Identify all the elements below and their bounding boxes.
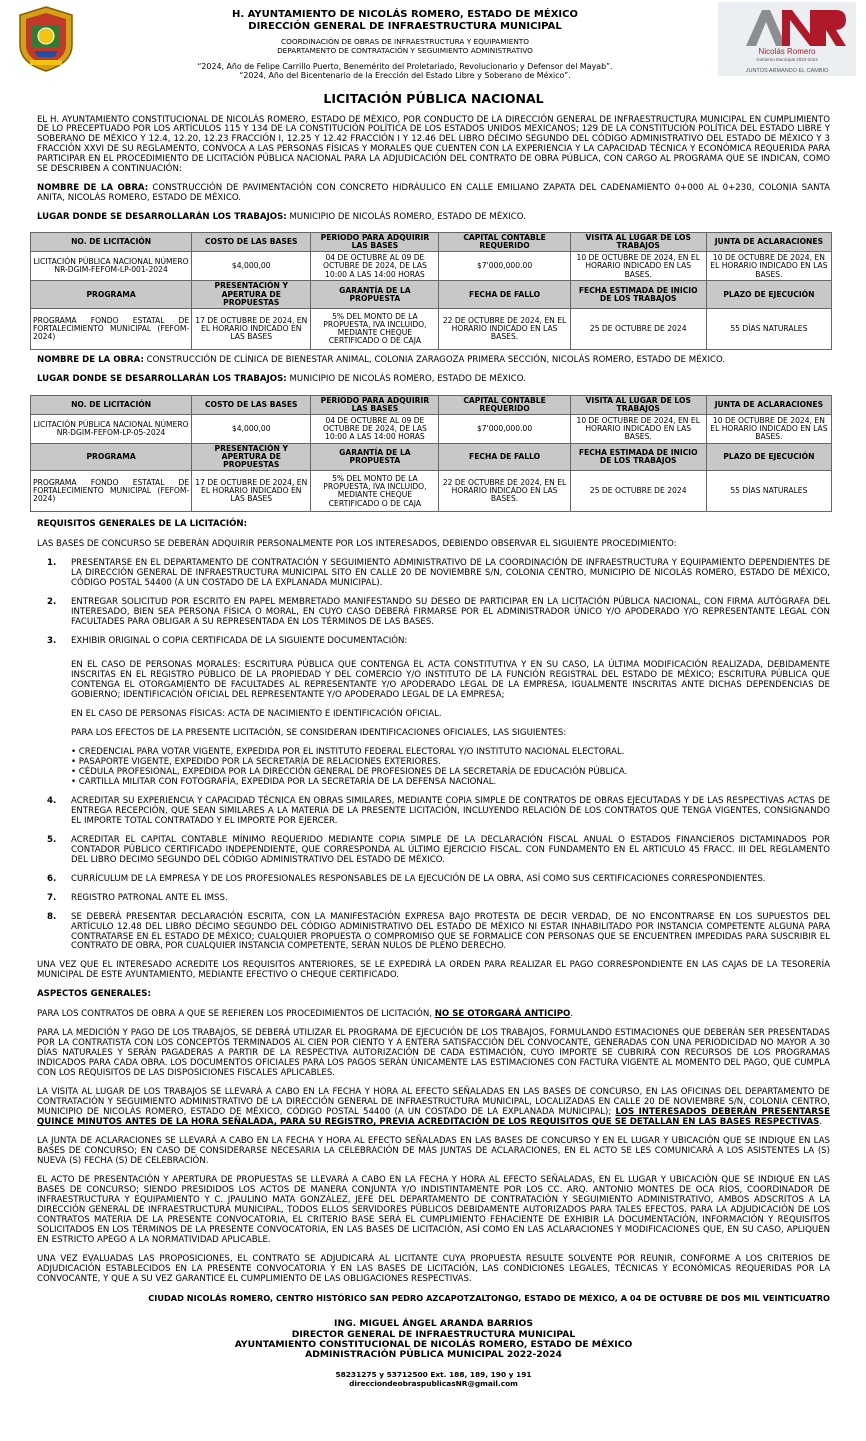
table-header: PRESENTACIÓN Y APERTURA DE PROPUESTAS: [192, 444, 311, 471]
table-header: FECHA DE FALLO: [439, 281, 570, 308]
list-item: [37, 559, 830, 589]
table-row: [31, 471, 832, 512]
table-cell: LICITACIÓN PÚBLICA NACIONAL NÚMERO NR-DGIM-FEFOM-LP-05-2024: [31, 415, 192, 444]
signer-role: DIRECTOR GENERAL DE INFRAESTRUCTURA MUNICIPAL: [291, 1328, 576, 1340]
work-name-label: NOMBRE DE LA OBRA:: [37, 183, 149, 194]
table-header-row: [31, 444, 832, 471]
list-item: [37, 598, 830, 628]
table-row: [31, 252, 832, 281]
city-date: CIUDAD NICOLÁS ROMERO, CENTRO HISTÓRICO SAN PEDRO AZCAPOTZALTONGO, ESTADO DE MÉXICO, A 04 DE OCTUBRE DE DOS MIL VEINTICUATRO: [148, 1292, 830, 1303]
table-header: GARANTÍA DE LA PROPUESTA: [311, 281, 439, 308]
clarifications-paragraph: LA JUNTA DE ACLARACIONES SE LLEVARÁ A CABO EN LA FECHA Y HORA AL EFECTO SEÑALADAS EN LAS BASES DE CONCURSO Y EN EL LUGAR Y UBICACIÓN QUE SE INDIQUE EN LAS BASES DE CONCURSO; EN CASO DE CONSIDERARSE NECESARIA LA CELEBRACIÓN DE MÁS JUNTAS DE ACLARACIONES, EN EL ACTO SE LES COMUNICARÁ A LOS ASISTENTES LA (S) NUEVA (S) FECHA (S) DE CELEBRACIÓN.: [37, 1136, 830, 1166]
contact-phones: 58231275 y 53712500 Ext. 188, 189, 190 y 191: [335, 1369, 532, 1379]
list-number: 7.: [47, 892, 57, 903]
logo-period-text: Gobierno Municipal 2022-2024: [756, 57, 818, 62]
table-header: CAPITAL CONTABLE REQUERIDO: [439, 233, 570, 252]
table-header: NO. DE LICITACIÓN: [31, 395, 192, 414]
list-number: 6.: [47, 873, 57, 884]
list-text: EXHIBIR ORIGINAL O COPIA CERTIFICADA DE LA SIGUIENTE DOCUMENTACIÓN:: [71, 636, 408, 647]
table-header: FECHA DE FALLO: [439, 444, 570, 471]
list-text: SE DEBERÁ PRESENTAR DECLARACIÓN ESCRITA, CON LA MANIFESTACIÓN EXPRESA BAJO PROTESTA DE DECIR VERDAD, DE NO ENCONTRARSE EN LOS SUPUESTOS DEL ARTÍCULO 12.48 DEL LIBRO DÉCIMO SEGUNDO DEL CÓDIGO ADMINISTRATIVO DEL ESTADO DE MÉXICO NI ESTAR INHABILITADO POR INSTANCIA COMPETENTE ALGUNA PARA CONTRATARSE EN EL ESTADO DE MÉXICO; CUALQUIER PROPUESTA O COMPROMISO QUE SE FORMALICE CON PERSONAS QUE SE ENCUENTREN IMPEDIDAS PARA SUSCRIBIR EL CONTRATO DE OBRA, POR CUALQUIER INSTANCIA COMPETENTE, SERÁN NULOS DE PLENO DERECHO.: [71, 911, 830, 952]
signature-block: [37, 1319, 830, 1361]
table-cell: 25 DE OCTUBRE DE 2024: [570, 308, 706, 349]
work-name-2: [37, 356, 830, 366]
table-cell: PROGRAMA FONDO ESTATAL DE FORTALECIMIENTO MUNICIPAL (FEFOM-2024): [31, 471, 192, 512]
list-text: ENTREGAR SOLICITUD POR ESCRITO EN PAPEL MEMBRETADO MANIFESTANDO SU DESEO DE PARTICIPAR EN LA LICITACIÓN PÚBLICA NACIONAL, CON FIRMA AUTÓGRAFA DEL INTERESADO, BIEN SEA PERSONA FÍSICA O MORAL, EN CUYO CASO DEBERÁ FIRMARSE POR EL ADMINISTRADOR ÚNICO Y/O APODERADO Y/O REPRESENTANTE LEGAL CON FACULTADES PARA OBLIGAR A SU REPRESENTADA EN LOS TÉRMINOS DE LAS BASES.: [71, 597, 830, 628]
table-header: GARANTÍA DE LA PROPUESTA: [311, 444, 439, 471]
work-place-value: MUNICIPIO DE NICOLÁS ROMERO, ESTADO DE MÉXICO.: [289, 373, 526, 384]
no-advance-paragraph: PARA LOS CONTRATOS DE OBRA A QUE SE REFIEREN LOS PROCEDIMIENTOS DE LICITACIÓN, NO SE OTORGARÁ ANTICIPO.: [37, 1009, 574, 1020]
table-cell: PROGRAMA FONDO ESTATAL DE FORTALECIMIENTO MUNICIPAL (FEFOM-2024): [31, 308, 192, 349]
table-header: CAPITAL CONTABLE REQUERIDO: [439, 395, 570, 414]
table-cell: $7'000,000.00: [439, 415, 570, 444]
table-cell: 10 DE OCTUBRE DE 2024, EN EL HORARIO INDICADO EN LAS BASES.: [570, 252, 706, 281]
work-place-label: LUGAR DONDE SE DESARROLLARÁN LOS TRABAJOS:: [37, 373, 287, 384]
letterhead: [0, 0, 866, 86]
table-header: JUNTA DE ACLARACIONES: [706, 233, 831, 252]
list-number: 1.: [47, 558, 57, 569]
table-header: PLAZO DE EJECUCIÓN: [706, 444, 831, 471]
list-item: [37, 894, 830, 904]
table-header: FECHA ESTIMADA DE INICIO DE LOS TRABAJOS: [570, 281, 706, 308]
payment-paragraph: PARA LA MEDICIÓN Y PAGO DE LOS TRABAJOS, SE DEBERÁ UTILIZAR EL PROGRAMA DE EJECUCIÓN DE LOS TRABAJOS, FORMULANDO ESTIMACIONES QUE DEBERÁN SER PRESENTADAS POR LA CONTRATISTA CON LOS CONCEPTOS TERMINADOS AL CIEN POR CIENTO Y A ENTERA SATISFACCIÓN DEL CONVOCANTE, GENERADAS CON UNA PERIODICIDAD NO MAYOR A 30 DÍAS NATURALES Y SERÁN PAGADERAS A PARTIR DE LA RESPECTIVA AUTORIZACIÓN DE CADA ESTIMACIÓN, CUYO IMPORTE SE CUBRIRÁ CON RECURSOS DE LOS PROGRAMAS INDICADOS PARA CADA OBRA. LOS DOCUMENTOS OFICIALES PARA LOS PAGOS SERÁN ÚNICAMENTE LAS ESTIMACIONES CON FACTURA VIGENTE AL MOMENTO DEL PAGO, QUE CUMPLA CON LOS REQUISITOS DE LAS DISPOSICIONES FISCALES APLICABLES.: [37, 1028, 830, 1079]
fisicas-text: EN EL CASO DE PERSONAS FÍSICAS: ACTA DE NACIMIENTO E IDENTIFICACIÓN OFICIAL.: [71, 709, 442, 719]
table-cell: LICITACIÓN PÚBLICA NACIONAL NÚMERO NR-DGIM-FEFOM-LP-001-2024: [31, 252, 192, 281]
list-item: [37, 836, 830, 866]
list-item: • CREDENCIAL PARA VOTAR VIGENTE, EXPEDIDA POR EL INSTITUTO FEDERAL ELECTORAL Y/O INSTITUTO NACIONAL ELECTORAL.: [71, 746, 625, 757]
table-cell: 22 DE OCTUBRE DE 2024, EN EL HORARIO INDICADO EN LAS BASES.: [439, 308, 570, 349]
work-name-value: CONSTRUCCIÓN DE CLÍNICA DE BIENESTAR ANIMAL, COLONIA ZARAGOZA PRIMERA SECCIÓN, NICOLÁS ROMERO, ESTADO DE MÉXICO.: [146, 354, 726, 365]
table-cell: 10 DE OCTUBRE DE 2024, EN EL HORARIO INDICADO EN LAS BASES.: [706, 415, 831, 444]
table-cell: 17 DE OCTUBRE DE 2024, EN EL HORARIO INDICADO EN LAS BASES: [192, 308, 311, 349]
id-list: [71, 748, 830, 788]
municipal-seal-icon: [16, 5, 76, 73]
table-cell: 5% DEL MONTO DE LA PROPUESTA, IVA INCLUIDO, MEDIANTE CHEQUE CERTIFICADO O DE CAJA: [311, 471, 439, 512]
table-header: PROGRAMA: [31, 444, 192, 471]
list-text: PRESENTARSE EN EL DEPARTAMENTO DE CONTRATACIÓN Y SEGUIMIENTO ADMINISTRATIVO DE LA COORDINACIÓN DE INFRAESTRUCTURA Y EQUIPAMIENTO DEPENDIENTES DE LA DIRECCIÓN GENERAL DE INFRAESTRUCTURA MUNICIPAL SITO EN CALLE 20 DE NOVIEMBRE S/N, COLONIA CENTRO, MUNICIPIO DE NICOLÁS ROMERO, ESTADO DE MÉXICO, CÓDIGO POSTAL 54400 (A UN COSTADO DE LA EXPLANADA MUNICIPAL).: [71, 558, 830, 589]
document-title: LICITACIÓN PÚBLICA NACIONAL: [323, 91, 544, 106]
requirements-heading: REQUISITOS GENERALES DE LA LICITACIÓN:: [37, 519, 248, 530]
list-number: 2.: [47, 597, 57, 608]
work-place-1: [37, 213, 830, 223]
work-place-2: [37, 375, 830, 385]
list-item: • CÉDULA PROFESIONAL, EXPEDIDA POR LA DIRECCIÓN GENERAL DE PROFESIONES DE LA SECRETARÍA DE EDUCACIÓN PÚBLICA.: [71, 766, 628, 777]
table-cell: 10 DE OCTUBRE DE 2024, EN EL HORARIO INDICADO EN LAS BASES.: [570, 415, 706, 444]
table-header: JUNTA DE ACLARACIONES: [706, 395, 831, 414]
requirements-list: [37, 559, 830, 952]
logo-name-text: Nicolás Romero: [758, 47, 816, 56]
contact-email: direcciondeobraspublicasNR@gmail.com: [349, 1378, 518, 1388]
table-cell: 5% DEL MONTO DE LA PROPUESTA, IVA INCLUIDO, MEDIANTE CHEQUE CERTIFICADO O DE CAJA: [311, 308, 439, 349]
list-text: ACREDITAR EL CAPITAL CONTABLE MÍNIMO REQUERIDO MEDIANTE COPIA SIMPLE DE LA DECLARACIÓN FISCAL ANUAL O ESTADOS FINANCIEROS DICTAMINADOS POR CONTADOR PÚBLICO CERTIFICADO INDEPENDIENTE, QUE CORRESPONDA AL ÚLTIMO EJERCICIO FISCAL. CON FUNDAMENTO EN EL ARTICULO 45 FRACC. III DEL REGLAMENTO DEL LIBRO DECIMO SEGUNDO DEL CÓDIGO ADMINISTRATIVO DEL ESTADO DE MÉXICO.: [71, 834, 830, 865]
table-header: FECHA ESTIMADA DE INICIO DE LOS TRABAJOS: [570, 444, 706, 471]
bid-table-1: [30, 232, 832, 350]
table-header: COSTO DE LAS BASES: [192, 233, 311, 252]
site-visit-paragraph: LA VISITA AL LUGAR DE LOS TRABAJOS SE LLEVARÁ A CABO EN LA FECHA Y HORA AL EFECTO SEÑALADAS EN LAS BASES DE CONCURSO, EN LAS OFICINAS DEL DEPARTAMENTO DE CONTRATACIÓN Y SEGUIMIENTO ADMINISTRATIVO DE LA DIRECCIÓN GENERAL DE INFRAESTRUCTURA MUNICIPAL, LOCALIZADAS EN CALLE 20 DE NOVIEMBRE S/N, COLONIA CENTRO, MUNICIPIO DE NICOLÁS ROMERO, ESTADO DE MÉXICO, CÓDIGO POSTAL 54400 (A UN COSTADO DE LA EXPLANADA MUNICIPAL); LOS INTERESADOS DEBERÁN PRESENTARSE QUINCE MINUTOS ANTES DE LA HORA SEÑALADA, PARA SU REGISTRO, PREVIA ACREDITACIÓN DE LOS REQUISITOS QUE SE DETALLAN EN LAS BASES RESPECTIVAS.: [37, 1087, 830, 1128]
government-logo-icon: [718, 2, 856, 76]
list-text: REGISTRO PATRONAL ANTE EL IMSS.: [71, 892, 228, 903]
work-name-value: CONSTRUCCIÓN DE PAVIMENTACIÓN CON CONCRETO HIDRÁULICO EN CALLE EMILIANO ZAPATA DEL CADENAMIENTO 0+000 AL 0+230, COLONIA SANTA ANITA, NICOLÁS ROMERO, ESTADO DE MÉXICO.: [37, 183, 830, 204]
requirements-intro: LAS BASES DE CONCURSO SE DEBERÁN ADQUIRIR PERSONALMENTE POR LOS INTERESADOS, DEBIENDO OBSERVAR EL SIGUIENTE PROCEDIMIENTO:: [37, 539, 677, 550]
table-cell: 22 DE OCTUBRE DE 2024, EN EL HORARIO INDICADO EN LAS BASES.: [439, 471, 570, 512]
document-body: [33, 91, 830, 1388]
table-cell: 55 DÍAS NATURALES: [706, 471, 831, 512]
table-cell: 10 DE OCTUBRE DE 2024, EN EL HORARIO INDICADO EN LAS BASES.: [706, 252, 831, 281]
general-aspects-heading: ASPECTOS GENERALES:: [37, 989, 151, 1000]
ids-intro: PARA LOS EFECTOS DE LA PRESENTE LICITACIÓN, SE CONSIDERAN IDENTIFICACIONES OFICIALES, LAS SIGUIENTES:: [71, 727, 567, 738]
table-row: [31, 415, 832, 444]
table-header: PRESENTACIÓN Y APERTURA DE PROPUESTAS: [192, 281, 311, 308]
arrival-notice: LOS INTERESADOS DEBERÁN PRESENTARSE QUINCE MINUTOS ANTES DE LA HORA SEÑALADA, PARA SU REGISTRO, PREVIA ACREDITACIÓN DE LOS REQUISITOS QUE SE DETALLAN EN LAS BASES RESPECTIVAS: [37, 1107, 830, 1128]
documentation-details: [71, 661, 830, 788]
work-name-1: [37, 184, 830, 204]
table-row: [31, 308, 832, 349]
table-cell: $7'000,000.00: [439, 252, 570, 281]
direction-name: DIRECCIÓN GENERAL DE INFRAESTRUCTURA MUNICIPAL: [248, 20, 562, 32]
list-item: [37, 637, 830, 788]
department-name: DEPARTAMENTO DE CONTRATACIÓN Y SEGUIMIENTO ADMINISTRATIVO: [277, 45, 533, 55]
table-cell: 04 DE OCTUBRE AL 09 DE OCTUBRE DE 2024, DE LAS 10:00 A LAS 14:00 HORAS: [311, 252, 439, 281]
morales-text: EN EL CASO DE PERSONAS MORALES: ESCRITURA PÚBLICA QUE CONTENGA EL ACTA CONSTITUTIVA Y EN SU CASO, LA ÚLTIMA MODIFICACIÓN REALIZADA, DEBIDAMENTE INSCRITAS EN EL REGISTRO PÚBLICO DE LA PROPIEDAD Y DEL COMERCIO Y/O INSTITUTO DE LA FUNCIÓN REGISTRAL DEL ESTADO DE MÉXICO; ESCRITURA PÚBLICA QUE CONTENGA EL OTORGAMIENTO DE FACULTADES AL REPRESENTANTE Y/O APODERADO LEGAL DE LA EMPRESA, IGUALMENTE INSCRITAS ANTE DICHAS DEPENDENCIAS DE GOBIERNO; IDENTIFICACIÓN OFICIAL DEL REPRESENTANTE Y/O APODERADO LEGAL DE LA EMPRESA;: [71, 660, 830, 701]
table-header: PERIODO PARA ADQUIRIR LAS BASES: [311, 395, 439, 414]
table-cell: 04 DE OCTUBRE AL 09 DE OCTUBRE DE 2024, DE LAS 10:00 A LAS 14:00 HORAS: [311, 415, 439, 444]
logo-slogan-text: JUNTOS ARMANDO EL CAMBIO: [745, 68, 829, 74]
signer-name: ING. MIGUEL ÁNGEL ARANDA BARRIOS: [334, 1318, 533, 1330]
list-number: 5.: [47, 834, 57, 845]
list-item: • CARTILLA MILITAR CON FOTOGRAFÍA, EXPEDIDA POR LA SECRETARÍA DE LA DEFENSA NACIONAL.: [71, 776, 497, 787]
award-paragraph: UNA VEZ EVALUADAS LAS PROPOSICIONES, EL CONTRATO SE ADJUDICARÁ AL LICITANTE CUYA PROPUESTA RESULTE SOLVENTE POR REUNIR, CONFORME A LOS CRITERIOS DE ADJUDICACIÓN ESTABLECIDOS EN LA PRESENTE CONVOCATORIA Y EN LAS BASES DE LICITACIÓN, LAS CONDICIONES LEGALES, TÉCNICAS Y ECONÓMICAS REQUERIDAS POR LA CONVOCANTE, Y QUE A SU VEZ GARANTICE EL CUMPLIMIENTO DE LAS OBLIGACIONES RESPECTIVAS.: [37, 1253, 830, 1284]
work-place-value: MUNICIPIO DE NICOLÁS ROMERO, ESTADO DE MÉXICO.: [289, 212, 526, 223]
list-number: 8.: [47, 911, 57, 922]
list-item: [37, 797, 830, 827]
table-cell: 17 DE OCTUBRE DE 2024, EN EL HORARIO INDICADO EN LAS BASES: [192, 471, 311, 512]
list-number: 3.: [47, 636, 57, 647]
org-name: H. AYUNTAMIENTO DE NICOLÁS ROMERO, ESTADO DE MÉXICO: [232, 9, 578, 20]
after-requirements: UNA VEZ QUE EL INTERESADO ACREDITE LOS REQUISITOS ANTERIORES, SE LE EXPEDIRÁ LA ORDEN PARA REALIZAR EL PAGO CORRESPONDIENTE EN LAS CAJAS DE LA TESORERÍA MUNICIPAL DE ESTE AYUNTAMIENTO, MEDIANTE EFECTIVO O CHEQUE CERTIFICADO.: [37, 960, 830, 981]
table-header: VISITA AL LUGAR DE LOS TRABAJOS: [570, 233, 706, 252]
intro-paragraph: EL H. AYUNTAMIENTO CONSTITUCIONAL DE NICOLÁS ROMERO, ESTADO DE MÉXICO, POR CONDUCTO DE LA DIRECCIÓN GENERAL DE INFRAESTRUCTURA MUNICIPAL EN CUMPLIMIENTO DE LO PRECEPTUADO POR LOS ARTÍCULOS 115 Y 134 DE LA CONSTITUCIÓN POLÍTICA DE LOS ESTADOS UNIDOS MEXICANOS; 129 DE LA CONSTITUCIÓN POLÍTICA DEL ESTADO LIBRE Y SOBERANO DE MÉXICO Y 12.4, 12.20, 12.23 FRACCIÓN I, 12.25 Y 12.42 FRACCIÓN I Y 12.46 DEL LIBRO DÉCIMO SEGUNDO DEL CÓDIGO ADMINISTRATIVO DEL ESTADO DE MÉXICO Y 3 FRACCIÓN XXVI DE SU REGLAMENTO, CONVOCA A LAS PERSONAS FÍSICAS Y MORALES QUE CUENTEN CON LA EXPERIENCIA Y LA CAPACIDAD TÉCNICA Y ECONÓMICA REQUERIDA PARA PARTICIPAR EN EL PROCEDIMIENTO DE LICITACIÓN PÚBLICA NACIONAL PARA LA ADJUDICACIÓN DEL CONTRATO DE OBRA PÚBLICA, CON CARGO AL PROGRAMA QUE SE INDICAN, COMO SE DESCRIBEN A CONTINUACIÓN:: [37, 114, 830, 175]
year-legend-1: “2024, Año de Felipe Carrillo Puerto, Benemérito del Proletariado, Revolucionario y Defensor del Mayab”.: [197, 61, 613, 71]
table-header: PROGRAMA: [31, 281, 192, 308]
table-cell: $4,000,00: [192, 252, 311, 281]
table-header: PLAZO DE EJECUCIÓN: [706, 281, 831, 308]
year-legend-2: “2024, Año del Bicentenario de la Erección del Estado Libre y Soberano de México”.: [239, 71, 571, 81]
table-cell: $4,000,00: [192, 415, 311, 444]
table-cell: 55 DÍAS NATURALES: [706, 308, 831, 349]
list-text: ACREDITAR SU EXPERIENCIA Y CAPACIDAD TÉCNICA EN OBRAS SIMILARES, MEDIANTE COPIA SIMPLE DE CONTRATOS DE OBRAS EJECUTADAS Y DE LAS RESPECTIVAS ACTAS DE ENTREGA RECEPCIÓN, QUE SEAN SIMILARES A LA MATERIA DE LA PRESENTE LICITACIÓN, INCLUYENDO RELACIÓN DE LOS CONTRATOS QUE TENGA VIGENTES, CONSIGNANDO EL IMPORTE TOTAL CONTRATADO Y EL IMPORTE POR EJERCER.: [71, 795, 830, 826]
signer-admin: ADMINISTRACIÓN PÚBLICA MUNICIPAL 2022-2024: [305, 1349, 562, 1361]
table-header-row: [31, 281, 832, 308]
list-item: [37, 913, 830, 953]
coordination-name: COORDINACIÓN DE OBRAS DE INFRAESTRUCTURA Y EQUIPAMIENTO: [280, 37, 529, 46]
bid-table-2: [30, 395, 832, 513]
table-header: VISITA AL LUGAR DE LOS TRABAJOS: [570, 395, 706, 414]
work-name-label: NOMBRE DE LA OBRA:: [37, 354, 144, 365]
table-header-row: [31, 233, 832, 252]
table-header: NO. DE LICITACIÓN: [31, 233, 192, 252]
table-header: PERIODO PARA ADQUIRIR LAS BASES: [311, 233, 439, 252]
contact-block: [37, 1371, 830, 1389]
table-header: COSTO DE LAS BASES: [192, 395, 311, 414]
list-item: [37, 875, 830, 885]
list-item: • PASAPORTE VIGENTE, EXPEDIDO POR LA SECRETARÍA DE RELACIONES EXTERIORES.: [71, 756, 441, 767]
table-header-row: [31, 395, 832, 414]
table-cell: 25 DE OCTUBRE DE 2024: [570, 471, 706, 512]
proposals-paragraph: EL ACTO DE PRESENTACIÓN Y APERTURA DE PROPUESTAS SE LLEVARÁ A CABO EN LA FECHA Y HORA AL EFECTO SEÑALADAS, EN EL LUGAR Y UBICACIÓN QUE SE INDIQUE EN LAS BASES DE CONCURSO; SIENDO PRESIDIDOS LOS ACTOS DE MANERA CONJUNTA Y/O INDISTINTAMENTE POR LOS CC. ARQ. ANTONIO MONTES DE OCA RÍOS, COORDINADOR DE INFRAESTRUCTURA Y EQUIPAMIENTO Y C. JPAULINO MATA GONZÁLEZ, JEFE DEL DEPARTAMENTO DE CONTRATACIÓN Y SEGUIMIENTO ADMINISTRATIVO, AMBOS ADSCRITOS A LA DIRECCIÓN GENERAL DE INFRAESTRUCTURA MUNICIPAL, TODOS ELLOS SERVIDORES PÚBLICOS DEBIDAMENTE AUTORIZADOS PARA TALES EFECTOS. PARA LA ADJUDICACIÓN DE LOS CONTRATOS MATERIA DE LA PRESENTE CONVOCATORIA, EL CRITERIO BASE SERÁ EL CUMPLIMIENTO FEHACIENTE DE EXHIBIR LA DOCUMENTACIÓN, INFORMACIÓN Y REQUISITOS SOLICITADOS EN LOS TÉRMINOS DE LA PRESENTE CONVOCATORIA, EN LAS BASES DE LICITACIÓN, ASÍ COMO EN LAS ACLARACIONES Y MODIFICACIONES QUE, EN SU CASO, APLIQUEN EN ESTRICTO APEGO A LA NORMATIVIDAD APLICABLE.: [37, 1174, 830, 1245]
signer-org: AYUNTAMIENTO CONSTITUCIONAL DE NICOLÁS ROMERO, ESTADO DE MÉXICO: [234, 1338, 633, 1350]
no-advance-text: NO SE OTORGARÁ ANTICIPO: [434, 1009, 571, 1020]
list-number: 4.: [47, 795, 57, 806]
work-place-label: LUGAR DONDE SE DESARROLLARÁN LOS TRABAJOS:: [37, 212, 287, 223]
list-text: CURRÍCULUM DE LA EMPRESA Y DE LOS PROFESIONALES RESPONSABLES DE LA EJECUCIÓN DE LA OBRA, ASÍ COMO SUS CERTIFICACIONES CORRESPONDIENTES.: [71, 873, 766, 884]
